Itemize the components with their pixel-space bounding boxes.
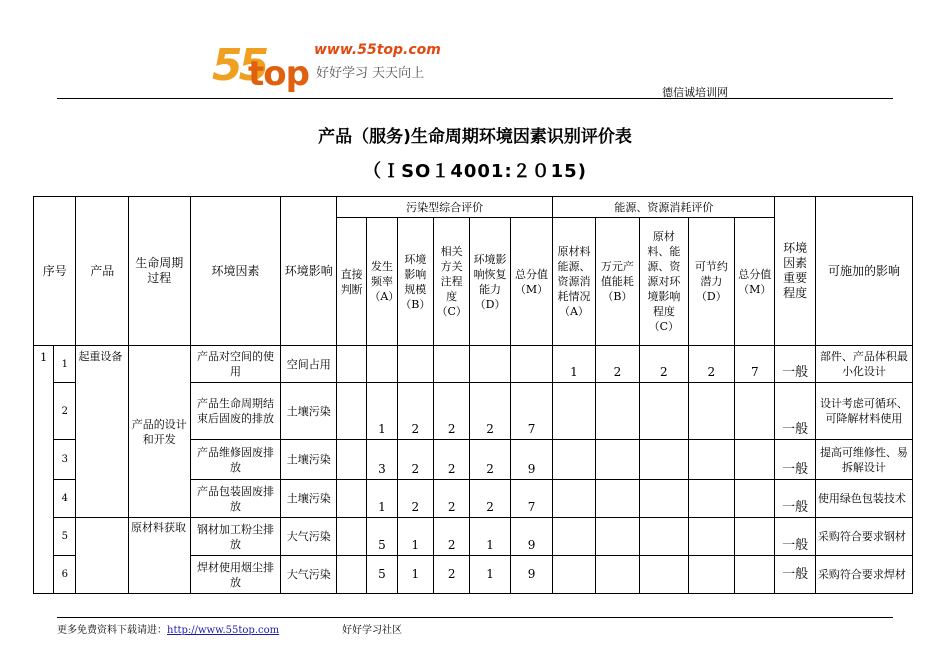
row-impact: 土壤污染 <box>281 480 337 518</box>
cell-ed <box>688 480 734 518</box>
cell-direct <box>337 556 367 594</box>
row-factor: 钢材加工粉尘排放 <box>190 518 281 556</box>
cell-applicable: 采购符合要求钢材 <box>815 518 912 556</box>
col-recovery: 环境影响恢复能力（D） <box>470 218 510 346</box>
col-concern: 相关方关注程度（C） <box>434 218 470 346</box>
cell-ec <box>640 383 688 440</box>
cell-em <box>735 518 775 556</box>
col-impact: 环境影响 <box>281 197 337 346</box>
col-freq: 发生频率（A） <box>367 218 397 346</box>
row-lifecycle: 原材料获取 <box>128 518 190 594</box>
cell-m: 7 <box>510 383 552 440</box>
row-seq: 1 <box>54 346 76 383</box>
cell-b: 2 <box>397 383 433 440</box>
cell-direct <box>337 440 367 480</box>
cell-c: 2 <box>434 480 470 518</box>
cell-m: 7 <box>510 480 552 518</box>
cell-eb <box>595 383 639 440</box>
cell-direct <box>337 480 367 518</box>
cell-applicable: 使用绿色包装技术 <box>815 480 912 518</box>
row-impact: 土壤污染 <box>281 440 337 480</box>
col-output-energy: 万元产值能耗（B） <box>595 218 639 346</box>
row-seq: 3 <box>54 440 76 480</box>
cell-importance: 一般 <box>775 518 815 556</box>
group-number: 1 <box>34 346 54 594</box>
col-applicable: 可施加的影响 <box>815 197 912 346</box>
cell-importance: 一般 <box>775 480 815 518</box>
col-seq: 序号 <box>34 197 76 346</box>
cell-ed <box>688 518 734 556</box>
cell-applicable: 提高可维修性、易拆解设计 <box>815 440 912 480</box>
logo-word: top <box>248 54 309 94</box>
col-raw-material: 原材料能源、资源消耗情况（A） <box>553 218 595 346</box>
row-impact: 土壤污染 <box>281 383 337 440</box>
cell-direct <box>337 518 367 556</box>
row-seq: 5 <box>54 518 76 556</box>
row-factor: 产品维修固废排放 <box>190 440 281 480</box>
row-impact: 大气污染 <box>281 556 337 594</box>
cell-m: 9 <box>510 556 552 594</box>
cell-em: 7 <box>735 346 775 383</box>
cell-b: 2 <box>397 440 433 480</box>
cell-a: 3 <box>367 440 397 480</box>
footer-community: 好好学习社区 <box>342 625 402 636</box>
cell-importance: 一般 <box>775 556 815 594</box>
row-factor: 产品生命周期结束后固废的排放 <box>190 383 281 440</box>
cell-importance: 一般 <box>775 346 815 383</box>
cell-d: 2 <box>470 383 510 440</box>
cell-direct <box>337 383 367 440</box>
cell-b: 1 <box>397 556 433 594</box>
cell-ed: 2 <box>688 346 734 383</box>
document-subtitle: （ＩSO１4001:２０15) <box>363 161 587 182</box>
cell-importance: 一般 <box>775 383 815 440</box>
cell-eb: 2 <box>595 346 639 383</box>
cell-eb <box>595 480 639 518</box>
cell-eb <box>595 440 639 480</box>
cell-em <box>735 440 775 480</box>
footer-download <box>57 621 279 636</box>
row-product-empty <box>76 518 129 594</box>
cell-ea <box>553 440 595 480</box>
cell-a <box>367 346 397 383</box>
cell-ea: 1 <box>553 346 595 383</box>
cell-d: 2 <box>470 440 510 480</box>
cell-ea <box>553 480 595 518</box>
cell-m: 9 <box>510 440 552 480</box>
col-direct: 直接判断 <box>337 218 367 346</box>
cell-m <box>510 346 552 383</box>
cell-ec <box>640 556 688 594</box>
evaluation-table <box>33 196 913 594</box>
col-total-m: 总分值（M） <box>510 218 552 346</box>
cell-d: 2 <box>470 480 510 518</box>
row-lifecycle: 产品的设计和开发 <box>128 346 190 518</box>
cell-ec <box>640 440 688 480</box>
col-scale: 环境影响规模（B） <box>397 218 433 346</box>
footer-prefix: 更多免费资料下载请进： <box>57 625 167 636</box>
cell-ea <box>553 518 595 556</box>
cell-ec <box>640 480 688 518</box>
cell-em <box>735 383 775 440</box>
cell-applicable: 采购符合要求焊材 <box>815 556 912 594</box>
cell-b: 2 <box>397 480 433 518</box>
logo-url: www.55top.com <box>314 42 441 58</box>
cell-c: 2 <box>434 518 470 556</box>
logo-number: 55 <box>212 40 266 91</box>
cell-ed <box>688 440 734 480</box>
table-row <box>34 518 913 556</box>
row-seq: 2 <box>54 383 76 440</box>
document-title: 产品（服务)生命周期环境因素识别评价表 <box>318 127 632 147</box>
cell-c: 2 <box>434 556 470 594</box>
footer-link[interactable]: http://www.55top.com <box>167 625 280 636</box>
org-name: 德信诚培训网 <box>662 86 728 99</box>
col-factor: 环境因素 <box>190 197 281 346</box>
cell-eb <box>595 556 639 594</box>
row-seq: 6 <box>54 556 76 594</box>
header-divider <box>57 98 893 99</box>
cell-ea <box>553 383 595 440</box>
logo-slogan: 好好学习 天天向上 <box>316 66 425 81</box>
col-lifecycle: 生命周期过程 <box>128 197 190 346</box>
cell-ed <box>688 556 734 594</box>
row-impact: 空间占用 <box>281 346 337 383</box>
cell-importance: 一般 <box>775 440 815 480</box>
row-product: 起重设备 <box>76 346 129 518</box>
cell-a: 1 <box>367 480 397 518</box>
row-seq: 4 <box>54 480 76 518</box>
col-importance: 环境因素重要程度 <box>775 197 815 346</box>
cell-d: 1 <box>470 518 510 556</box>
cell-em <box>735 556 775 594</box>
cell-b: 1 <box>397 518 433 556</box>
cell-ec: 2 <box>640 346 688 383</box>
cell-c: 2 <box>434 440 470 480</box>
cell-a: 5 <box>367 556 397 594</box>
cell-c: 2 <box>434 383 470 440</box>
col-product: 产品 <box>76 197 129 346</box>
table-row <box>34 346 913 383</box>
row-factor: 产品包装固废排放 <box>190 480 281 518</box>
col-group-energy: 能源、资源消耗评价 <box>553 197 775 218</box>
cell-em <box>735 480 775 518</box>
row-factor: 焊材使用烟尘排放 <box>190 556 281 594</box>
col-saving: 可节约潜力（D） <box>688 218 734 346</box>
cell-direct <box>337 346 367 383</box>
cell-m: 9 <box>510 518 552 556</box>
site-logo <box>212 40 442 96</box>
cell-applicable: 设计考虑可循环、可降解材料使用 <box>815 383 912 440</box>
cell-c <box>434 346 470 383</box>
footer-divider <box>57 617 893 618</box>
cell-eb <box>595 518 639 556</box>
cell-d <box>470 346 510 383</box>
col-group-pollution: 污染型综合评价 <box>337 197 553 218</box>
row-impact: 大气污染 <box>281 518 337 556</box>
cell-ea <box>553 556 595 594</box>
row-factor: 产品对空间的使用 <box>190 346 281 383</box>
cell-a: 5 <box>367 518 397 556</box>
cell-b <box>397 346 433 383</box>
cell-d: 1 <box>470 556 510 594</box>
cell-applicable: 部件、产品体积最小化设计 <box>815 346 912 383</box>
cell-ed <box>688 383 734 440</box>
col-resource-impact: 原材料、能源、资源对环境影响程度（C） <box>640 218 688 346</box>
col-total-m2: 总分值（M） <box>735 218 775 346</box>
cell-ec <box>640 518 688 556</box>
cell-a: 1 <box>367 383 397 440</box>
